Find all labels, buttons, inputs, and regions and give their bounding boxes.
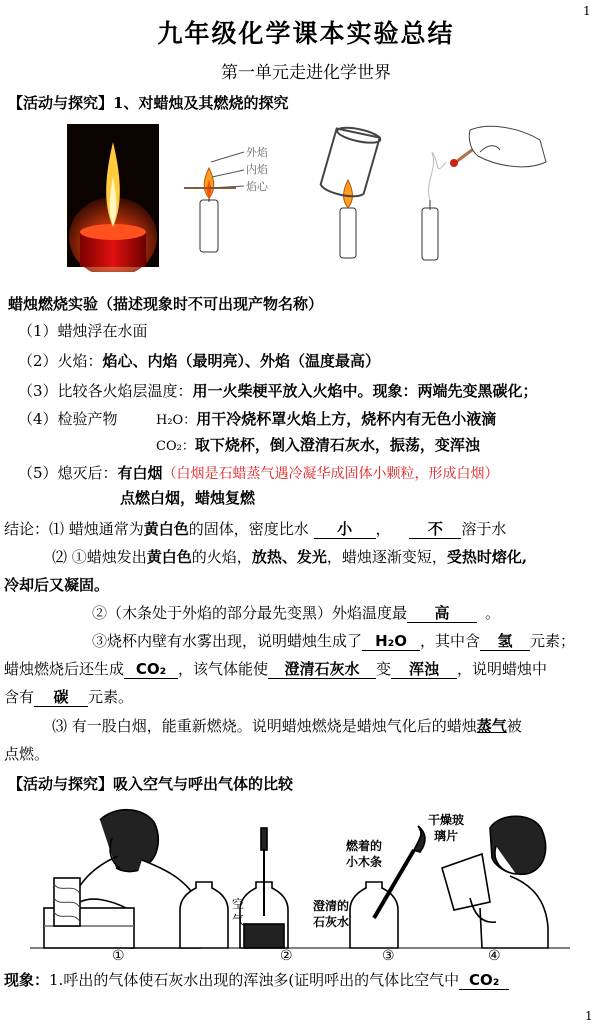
c1-answer-2: 不: [409, 520, 461, 539]
page-title: 九年级化学课本实验总结: [157, 19, 455, 48]
item-4-h2o: [156, 409, 496, 431]
flame-core-label: 焰心: [246, 180, 268, 193]
burning-label-1: 燃着的: [346, 839, 383, 853]
c1-bold: 黄白色: [143, 520, 189, 538]
c1-c: ，: [375, 520, 391, 538]
h2o-label: H₂O：: [156, 413, 197, 428]
dry-glass-label-2: 璃片: [434, 829, 459, 843]
c4-answer-2: 氢: [480, 632, 530, 651]
conclusion-4: [92, 631, 575, 651]
c4-b: ，其中含: [420, 632, 481, 650]
c5-a: 蜡烛燃烧后还生成: [4, 660, 125, 678]
co2-label: CO₂：: [156, 439, 195, 454]
c1-a: 结论：⑴ 蜡烛通常为: [4, 520, 144, 538]
figure-number-4: ④: [488, 948, 501, 964]
item-4: [18, 409, 118, 429]
conclusion-2-line2: 冷却后又凝固。: [4, 576, 110, 594]
candle-relight: [422, 126, 546, 260]
item-1: （1）蜡烛浮在水面: [18, 322, 148, 340]
candle-beaker: [319, 125, 381, 258]
item-5: [18, 463, 499, 484]
experiment-heading: 蜡烛燃烧实验（描述现象时不可出现产物名称）: [8, 295, 324, 313]
c7-a: ⑶ 有一股白烟，能重新燃烧。说明蜡烛燃烧是蜡烛气化后的蜡烛: [52, 717, 477, 735]
c4-a: ③烧杯内壁有水雾出现，说明蜡烛生成了: [92, 632, 363, 650]
page-number-top: 1: [583, 4, 591, 18]
c2-b: 的火焰，: [191, 548, 252, 566]
conclusion-3: [92, 603, 500, 623]
phenomenon-answer: CO₂: [459, 971, 509, 990]
c2-a: ⑵ ①蜡烛发出: [52, 548, 147, 566]
item-2-prefix: （2）火焰：: [18, 352, 103, 370]
outer-flame-label: 外焰: [246, 146, 268, 159]
item-5-bold: 有白烟: [117, 464, 163, 482]
item-4-co2: [156, 435, 480, 457]
burning-label-2: 小木条: [346, 855, 383, 869]
figure-number-2: ②: [280, 948, 293, 964]
c5-answer-3: 浑浊: [391, 660, 457, 679]
c4-answer-1: H₂O: [362, 632, 420, 651]
c1-b: 的固体，密度比水: [188, 520, 309, 538]
item-2-body: 焰心、内焰（最明亮）、外焰（温度最高）: [102, 352, 381, 370]
candle-figure: [60, 122, 560, 272]
activity2-text: 吸入空气与呼出气体的比较: [113, 775, 294, 793]
conclusion-5: [4, 659, 547, 679]
co2-body: 取下烧杯，倒入澄清石灰水，振荡，变浑浊: [194, 436, 480, 454]
limewater-label-2: 石灰水: [313, 915, 350, 929]
c2-c: ，蜡烛逐渐变短，: [326, 548, 447, 566]
c6-answer: 碳: [34, 688, 88, 707]
c5-c: 变: [376, 660, 392, 678]
c5-answer-2: 澄清石灰水: [268, 660, 376, 679]
item-4-prefix: （4）检验产物: [18, 410, 118, 428]
activity1-heading: [8, 93, 288, 113]
inner-flame-label: 内焰: [246, 163, 268, 176]
scene-1-blowing: [44, 810, 200, 948]
c1-d: 溶于水: [461, 520, 507, 538]
air-label-1: 空: [232, 897, 245, 911]
item-3-body: 用一火柴梗平放入火焰中。现象：两端先变黑碳化；: [192, 382, 538, 400]
c1-answer-1: 小: [314, 520, 376, 539]
limewater-label-1: 澄清的: [313, 899, 350, 913]
c6-b: 元素。: [88, 688, 134, 706]
activity2-bracket: 【活动与探究】: [8, 775, 114, 793]
phenomenon-label: 现象：: [4, 971, 50, 989]
c5-answer-1: CO₂: [124, 660, 178, 679]
item-5-note: （白烟是石蜡蒸气遇冷凝华成固体小颗粒，形成白烟）: [162, 466, 499, 482]
c3-answer: 高: [407, 604, 477, 623]
item-2: [18, 351, 380, 371]
conclusion-7-line2: 点燃。: [4, 745, 50, 763]
item-3-prefix: （3）比较各火焰层温度：: [18, 382, 193, 400]
phenomenon-text: 1.呼出的气体使石灰水出现的浑浊多(证明呼出的气体比空气中: [49, 971, 460, 989]
c6-a: 含有: [4, 688, 35, 706]
breath-experiment-figure: [30, 798, 582, 968]
candle-photo: [67, 124, 159, 272]
page-subtitle: 第一单元走进化学世界: [221, 63, 391, 83]
figure-number-1: ①: [112, 948, 125, 964]
c7-b: 被: [506, 717, 522, 735]
c2-bold-2: 放热、发光: [251, 548, 327, 566]
item-3: [18, 381, 538, 401]
conclusion-1: [4, 519, 506, 539]
c3-b: 。: [485, 604, 501, 622]
c4-c: 元素；: [530, 632, 576, 650]
item-5-line2: 点燃白烟，蜡烛复燃: [120, 489, 256, 507]
activity1-bracket: 【活动与探究】: [8, 94, 114, 112]
activity1-text: 1、对蜡烛及其燃烧的探究: [113, 94, 289, 112]
c5-b: ，该气体能使: [178, 660, 269, 678]
scene-2-limewater: [180, 828, 288, 948]
c2-bold-1: 黄白色: [146, 548, 192, 566]
c7-answer: 蒸气: [476, 717, 507, 735]
c2-bold-3: 受热时熔化,: [446, 548, 528, 566]
activity2-heading: [8, 774, 293, 794]
figure-number-3: ③: [382, 948, 395, 964]
c5-d: ，说明蜡烛中: [457, 660, 548, 678]
conclusion-2: [52, 547, 527, 567]
candle-flame-layers: [184, 145, 269, 252]
conclusion-7: [52, 716, 522, 736]
air-label-2: 气: [232, 913, 245, 927]
item-5-prefix: （5）熄灭后：: [18, 464, 118, 482]
page-number-bottom: 1: [585, 1009, 593, 1023]
dry-glass-label-1: 干燥玻: [428, 813, 465, 827]
c3-a: ②（木条处于外焰的部分最先变黑）外焰温度最: [92, 604, 408, 622]
phenomenon: [4, 970, 509, 990]
h2o-body: 用干冷烧杯罩火焰上方，烧杯内有无色小液滴: [196, 410, 497, 428]
conclusion-6: [4, 687, 133, 707]
